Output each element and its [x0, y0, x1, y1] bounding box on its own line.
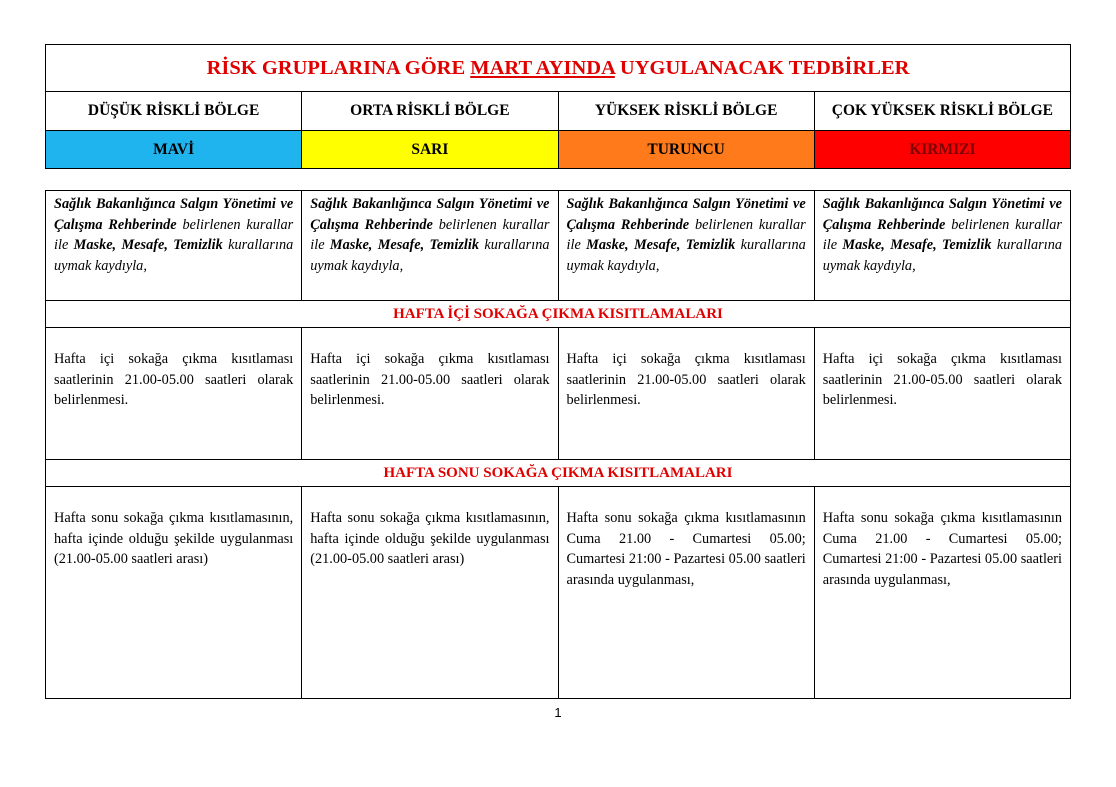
- intro-bold-2: Maske, Mesafe, Temizlik: [73, 237, 223, 253]
- intro-normal-2: kurallarına uymak kaydıyla,: [310, 237, 550, 274]
- intro-normal-1: belirlenen kurallar ile: [822, 216, 1062, 253]
- page-number: 1: [554, 705, 562, 720]
- level-color-red: KIRMIZI: [814, 131, 1070, 169]
- weekday-section-title: HAFTA İÇİ SOKAĞA ÇIKMA KISITLAMALARI: [46, 301, 1071, 328]
- level-color-blue: MAVİ: [46, 131, 302, 169]
- intro-bold-1: Sağlık Bakanlığınca Salgın Yönetimi ve Çalışma Rehberinde: [566, 196, 806, 233]
- level-color-yellow: SARI: [302, 131, 558, 169]
- risk-levels-header-table: [45, 44, 1071, 169]
- level-label-very-high: ÇOK YÜKSEK RİSKLİ BÖLGE: [814, 92, 1070, 131]
- weekday-text-high: Hafta içi sokağa çıkma kısıtlaması saatlerinin 21.00-05.00 saatleri olarak belirlenmesi.: [558, 328, 814, 460]
- intro-normal-1: belirlenen kurallar ile: [566, 216, 806, 253]
- weekend-text-very-high: Hafta sonu sokağa çıkma kısıtlamasının Cuma 21.00 - Cumartesi 05.00; Cumartesi 21:00 - Pazartesi 05.00 saatleri arasında uygulanması,: [814, 487, 1070, 699]
- intro-cell-medium: [302, 191, 558, 301]
- intro-bold-2: Maske, Mesafe, Temizlik: [842, 237, 992, 253]
- intro-bold-1: Sağlık Bakanlığınca Salgın Yönetimi ve Çalışma Rehberinde: [54, 196, 294, 233]
- weekend-text-low: Hafta sonu sokağa çıkma kısıtlamasının, hafta içinde olduğu şekilde uygulanması (21.00-05.00 saatleri arası): [46, 487, 302, 699]
- intro-cell-high: [558, 191, 814, 301]
- weekday-text-medium: Hafta içi sokağa çıkma kısıtlaması saatlerinin 21.00-05.00 saatleri olarak belirlenmesi.: [302, 328, 558, 460]
- intro-normal-2: kurallarına uymak kaydıyla,: [822, 237, 1062, 274]
- weekday-text-low: Hafta içi sokağa çıkma kısıtlaması saatlerinin 21.00-05.00 saatleri olarak belirlenmesi.: [46, 328, 302, 460]
- weekend-text-medium: Hafta sonu sokağa çıkma kısıtlamasının, hafta içinde olduğu şekilde uygulanması (21.00-05.00 saatleri arası): [302, 487, 558, 699]
- title-month-underlined: MART AYINDA: [470, 56, 615, 79]
- level-label-low: DÜŞÜK RİSKLİ BÖLGE: [46, 92, 302, 131]
- intro-bold-2: Maske, Mesafe, Temizlik: [586, 237, 736, 253]
- level-label-medium: ORTA RİSKLİ BÖLGE: [302, 92, 558, 131]
- intro-bold-2: Maske, Mesafe, Temizlik: [329, 237, 480, 253]
- intro-normal-1: belirlenen kurallar ile: [310, 216, 550, 253]
- intro-normal-1: belirlenen kurallar ile: [54, 216, 294, 253]
- intro-normal-2: kurallarına uymak kaydıyla,: [54, 237, 294, 274]
- level-color-orange: TURUNCU: [558, 131, 814, 169]
- intro-bold-1: Sağlık Bakanlığınca Salgın Yönetimi ve Çalışma Rehberinde: [822, 196, 1062, 233]
- intro-bold-1: Sağlık Bakanlığınca Salgın Yönetimi ve Çalışma Rehberinde: [310, 196, 550, 233]
- measures-table: [45, 190, 1071, 699]
- level-label-high: YÜKSEK RİSKLİ BÖLGE: [558, 92, 814, 131]
- weekend-text-high: Hafta sonu sokağa çıkma kısıtlamasının Cuma 21.00 - Cumartesi 05.00; Cumartesi 21:00 - Pazartesi 05.00 saatleri arasında uygulanması,: [558, 487, 814, 699]
- title-part-2: UYGULANACAK TEDBİRLER: [614, 56, 910, 79]
- intro-normal-2: kurallarına uymak kaydıyla,: [566, 237, 806, 274]
- title-part-1: RİSK GRUPLARINA GÖRE: [206, 56, 471, 79]
- weekend-section-title: HAFTA SONU SOKAĞA ÇIKMA KISITLAMALARI: [46, 460, 1071, 487]
- page-title: [46, 45, 1071, 92]
- intro-cell-low: [46, 191, 302, 301]
- intro-cell-very-high: [814, 191, 1070, 301]
- weekday-text-very-high: Hafta içi sokağa çıkma kısıtlaması saatlerinin 21.00-05.00 saatleri olarak belirlenmesi.: [814, 328, 1070, 460]
